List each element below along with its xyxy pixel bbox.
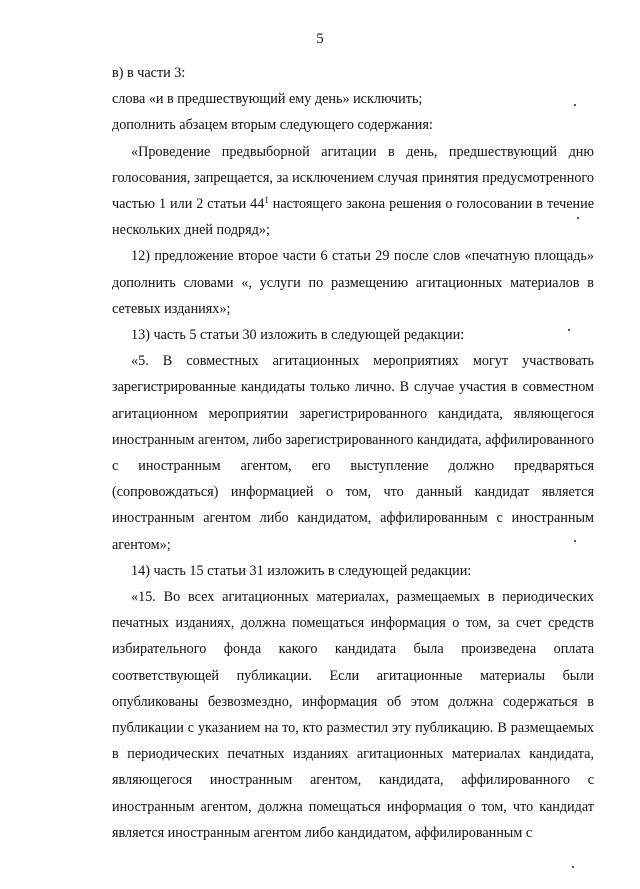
paragraph-joint-events: «5. В совместных агитационных мероприятиях могут участвовать зарегистрированные кандидаты только лично. В случае участия в совместном агитационном мероприятии зарегистрированного кандидата, являющегося иностранным агентом, либо зарегистрированного кандидата, аффилированного с иностранным агентом, его выступление должно предваряться (сопровождаться) информацией о том, что данный кандидат является иностранным агентом либо кандидатом, аффилированным с иностранным агентом»; (112, 353, 594, 553)
paragraph-exclude-words: слова «и в предшествующий ему день» исключить; (112, 91, 423, 108)
paragraph-campaign-materials: «15. Во всех агитационных материалах, размещаемых в периодических печатных изданиях, должна помещаться информация о том, за счет средств избирательного фонда какого кандидата была произведена оплата соответствующей публикации. Если агитационные материалы были опубликованы безвозмездно, информация об этом должна содержаться в публикации с указанием на то, кто разместил эту публикацию. В размещаемых в периодических печатных изданиях агитационных материалах кандидата, являющегося иностранным агентом, кандидата, аффилированного с иностранным агентом, должна помещаться информация о том, что кандидат является иностранным агентом либо кандидатом, аффилированным с (112, 589, 594, 841)
document-body (112, 60, 594, 846)
scan-speck (577, 217, 579, 219)
scan-speck (574, 540, 576, 542)
paragraph-agitation-ban (112, 139, 594, 244)
paragraph-item-12: 12) предложение второе части 6 статьи 29 после слов «печатную площадь» дополнить словами «, услуги по размещению агитационных материалов в сетевых изданиях»; (112, 248, 594, 317)
scan-speck (574, 104, 576, 106)
paragraph-agitation-ban-tail: настоящего закона решения о голосовании в течение нескольких дней подряд»; (112, 196, 595, 239)
footnote-superscript: 1 (264, 195, 269, 206)
paragraph-sub-v: в) в части 3: (112, 65, 186, 81)
paragraph-add-second-para: дополнить абзацем вторым следующего содержания: (112, 117, 433, 134)
paragraph-item-14: 14) часть 15 статьи 31 изложить в следующей редакции: (131, 562, 472, 579)
scan-speck (568, 329, 570, 331)
scan-speck (572, 866, 574, 868)
paragraph-agitation-ban-text: «Проведение предвыборной агитации в день, предшествующий дню голосования, запрещается, за исключением случая принятия предусмотренного частью 1 или 2 статьи 44 (112, 143, 594, 213)
page-number: 5 (316, 31, 324, 47)
paragraph-item-13: 13) часть 5 статьи 30 изложить в следующей редакции: (131, 327, 465, 344)
